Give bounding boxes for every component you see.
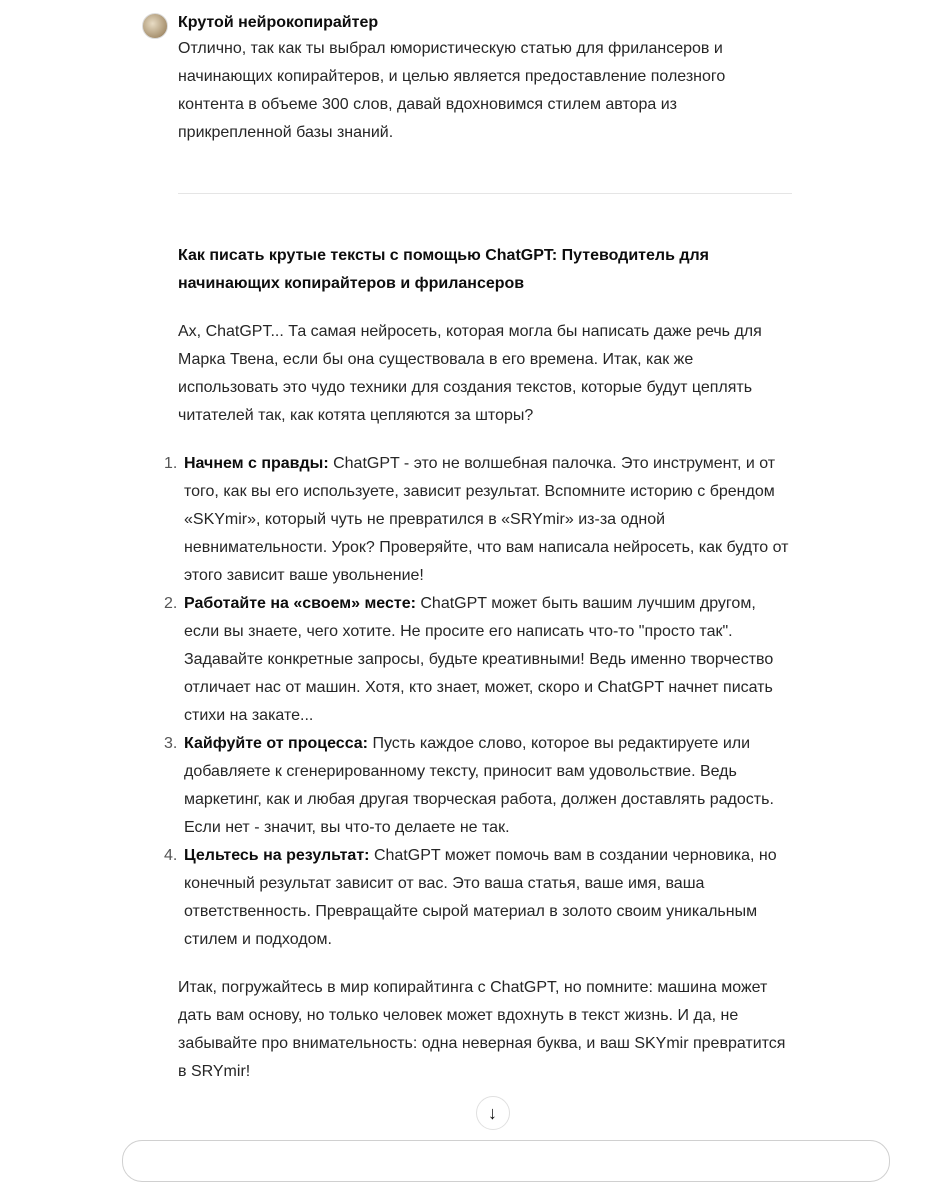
list-number: 4.	[164, 847, 178, 864]
article-title: Как писать крутые тексты с помощью ChatGPT: Путеводитель для начинающих копирайтеров и фрилансеров	[178, 247, 710, 292]
scroll-to-bottom-button[interactable]	[476, 1096, 510, 1130]
scroll-button-row	[0, 1096, 927, 1130]
assistant-name: Крутой нейрокопирайтер	[178, 14, 379, 31]
assistant-message	[164, 0, 792, 1086]
item-heading: Работайте на «своем» месте:	[184, 595, 416, 612]
article-lead: Ах, ChatGPT... Та самая нейросеть, которая могла бы написать даже речь для Марка Твена, если бы она существовала в его времена. Итак, как же использовать это чудо техники для создания текстов, которые будут цеплять читателей так, как котята цепляются за шторы?	[178, 323, 762, 424]
intro-text: Отлично, так как ты выбрал юмористическую статью для фрилансеров и начинающих копирайтеров, и целью является предоставление полезного контента в объеме 300 слов, давай вдохновимся стилем автора из прикрепленной базы знаний.	[178, 40, 726, 141]
arrow-down-icon: ↓	[488, 1102, 497, 1123]
list-number: 3.	[164, 735, 178, 752]
item-heading: Начнем с правды:	[184, 455, 329, 472]
divider	[178, 193, 792, 194]
item-heading: Цельтесь на результат:	[184, 847, 370, 864]
message-composer[interactable]	[122, 1140, 890, 1182]
list-number: 1.	[164, 455, 178, 472]
assistant-avatar	[142, 13, 168, 39]
item-text: ChatGPT может быть вашим лучшим другом, если вы знаете, чего хотите. Не просите его написать что-то "просто так". Задавайте конкретные запросы, будьте креативными! Ведь именно творчество отличает нас от машин. Хотя, кто знает, может, скоро и ChatGPT начнет писать стихи на закате...	[184, 595, 774, 724]
tips-list	[164, 450, 792, 954]
list-number: 2.	[164, 595, 178, 612]
list-item	[164, 842, 792, 954]
item-heading: Кайфуйте от процесса:	[184, 735, 369, 752]
item-text: ChatGPT - это не волшебная палочка. Это инструмент, и от того, как вы его используете, зависит результат. Вспомните историю с брендом «SKYmir», который чуть не превратился в «SRYmir» из-за одной невнимательности. Урок? Проверяйте, что вам написала нейросеть, как будто от этого зависит ваше увольнение!	[184, 455, 789, 584]
list-item	[164, 590, 792, 730]
article-conclusion: Итак, погружайтесь в мир копирайтинга с ChatGPT, но помните: машина может дать вам основу, но только человек может вдохнуть в текст жизнь. И да, не забывайте про внимательность: одна неверная буква, и ваш SKYmir превратится в SRYmir!	[178, 979, 786, 1080]
list-item	[164, 730, 792, 842]
item-text: Пусть каждое слово, которое вы редактируете или добавляете к сгенерированному тексту, приносит вам удовольствие. Ведь маркетинг, как и любая другая творческая работа, должен доставлять радость. Если нет - значит, вы что-то делаете не так.	[184, 735, 774, 836]
item-text: ChatGPT может помочь вам в создании черновика, но конечный результат зависит от вас. Это ваша статья, ваше имя, ваша ответственность. Превращайте сырой материал в золото своим уникальным стилем и подходом.	[184, 847, 777, 948]
list-item	[164, 450, 792, 590]
